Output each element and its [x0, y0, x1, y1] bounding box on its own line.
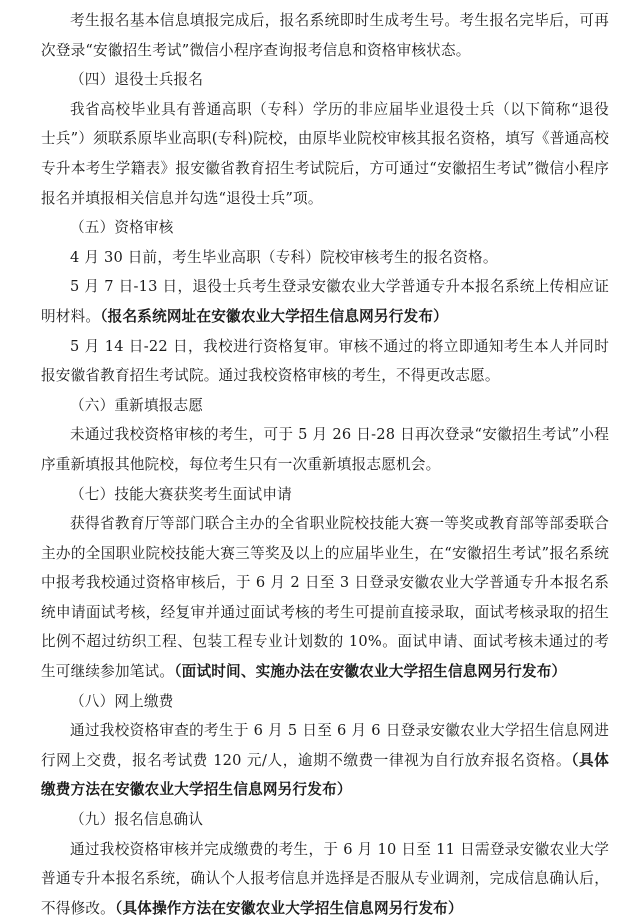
section-heading: （九）报名信息确认 [70, 811, 204, 829]
bold-note: （具体缴费方法在安徽农业大学招生信息网另行发布） [41, 751, 609, 799]
paragraph: 4 月 30 日前，考生毕业高职（专科）院校审核考生的报名资格。 [70, 248, 498, 266]
paragraph: 通过我校资格审查的考生于 6 月 5 日至 6 月 6 日登录安徽农业大学招生信息网进行网上交费，报名考试费 120 元/人，逾期不缴费一律视为自行放弃报名资格。（具体缴费方法在安徽农业大学招生信息网另行发布） [41, 722, 609, 799]
paragraph: 未通过我校资格审核的考生，可于 5 月 26 日-28 日再次登录“安徽招生考试”小程序重新填报其他院校，每位考生只有一次重新填报志愿机会。 [41, 426, 609, 473]
paragraph: 5 月 7 日-13 日，退役士兵考生登录安徽农业大学普通专升本报名系统上传相应证明材料。（报名系统网址在安徽农业大学招生信息网另行发布） [41, 278, 609, 325]
paragraph: 考生报名基本信息填报完成后，报名系统即时生成考生号。考生报名完毕后，可再次登录“安徽招生考试”微信小程序查询报考信息和资格审核状态。 [41, 12, 609, 59]
paragraph: 通过我校资格审核并完成缴费的考生，于 6 月 10 日至 11 日需登录安徽农业大学普通专升本报名系统，确认个人报考信息并选择是否服从专业调剂，完成信息确认后，不得修改。（具体操作方法在安徽农业大学招生信息网另行发布） [41, 840, 609, 917]
section-heading: （八）网上缴费 [70, 692, 174, 710]
paragraph: 获得省教育厅等部门联合主办的全省职业院校技能大赛一等奖或教育部等部委联合主办的全国职业院校技能大赛三等奖及以上的应届毕业生，在“安徽招生考试”报名系统中报考我校通过资格审核后，于 6 月 2 日至 3 日登录安徽农业大学普通专升本报名系统申请面试考核，经复审并通过面试考核的考生可提前直接录取，面试考核录取的招生比例不超过纺织工程、包装工程专业计划数的 10%。面试申请、面试考核未通过的考生可继续参加笔试。（面试时间、实施办法在安徽农业大学招生信息网另行发布） [41, 515, 609, 681]
paragraph: 我省高校毕业具有普通高职（专科）学历的非应届毕业退役士兵（以下简称“退役士兵”）须联系原毕业高职(专科)院校，由原毕业院校审核其报名资格，填写《普通高校专升本考生学籍表》报安徽省教育招生考试院后，方可通过“安徽招生考试”微信小程序报名并填报相关信息并勾选“退役士兵”项。 [41, 100, 609, 207]
bold-note: （报名系统网址在安徽农业大学招生信息网另行发布） [100, 307, 448, 325]
section-heading: （七）技能大赛获奖考生面试申请 [70, 485, 292, 503]
bold-note: （面试时间、实施办法在安徽农业大学招生信息网另行发布） [174, 663, 567, 681]
bold-note: （具体操作方法在安徽农业大学招生信息网另行发布） [114, 899, 463, 917]
document-page [41, 6, 609, 923]
section-heading: （五）资格审核 [70, 219, 174, 237]
paragraph: 5 月 14 日-22 日，我校进行资格复审。审核不通过的将立即通知考生本人并同时报安徽省教育招生考试院。通过我校资格审核的考生，不得更改志愿。 [41, 337, 609, 385]
section-heading: （四）退役士兵报名 [70, 71, 204, 89]
section-heading: （六）重新填报志愿 [70, 396, 204, 414]
